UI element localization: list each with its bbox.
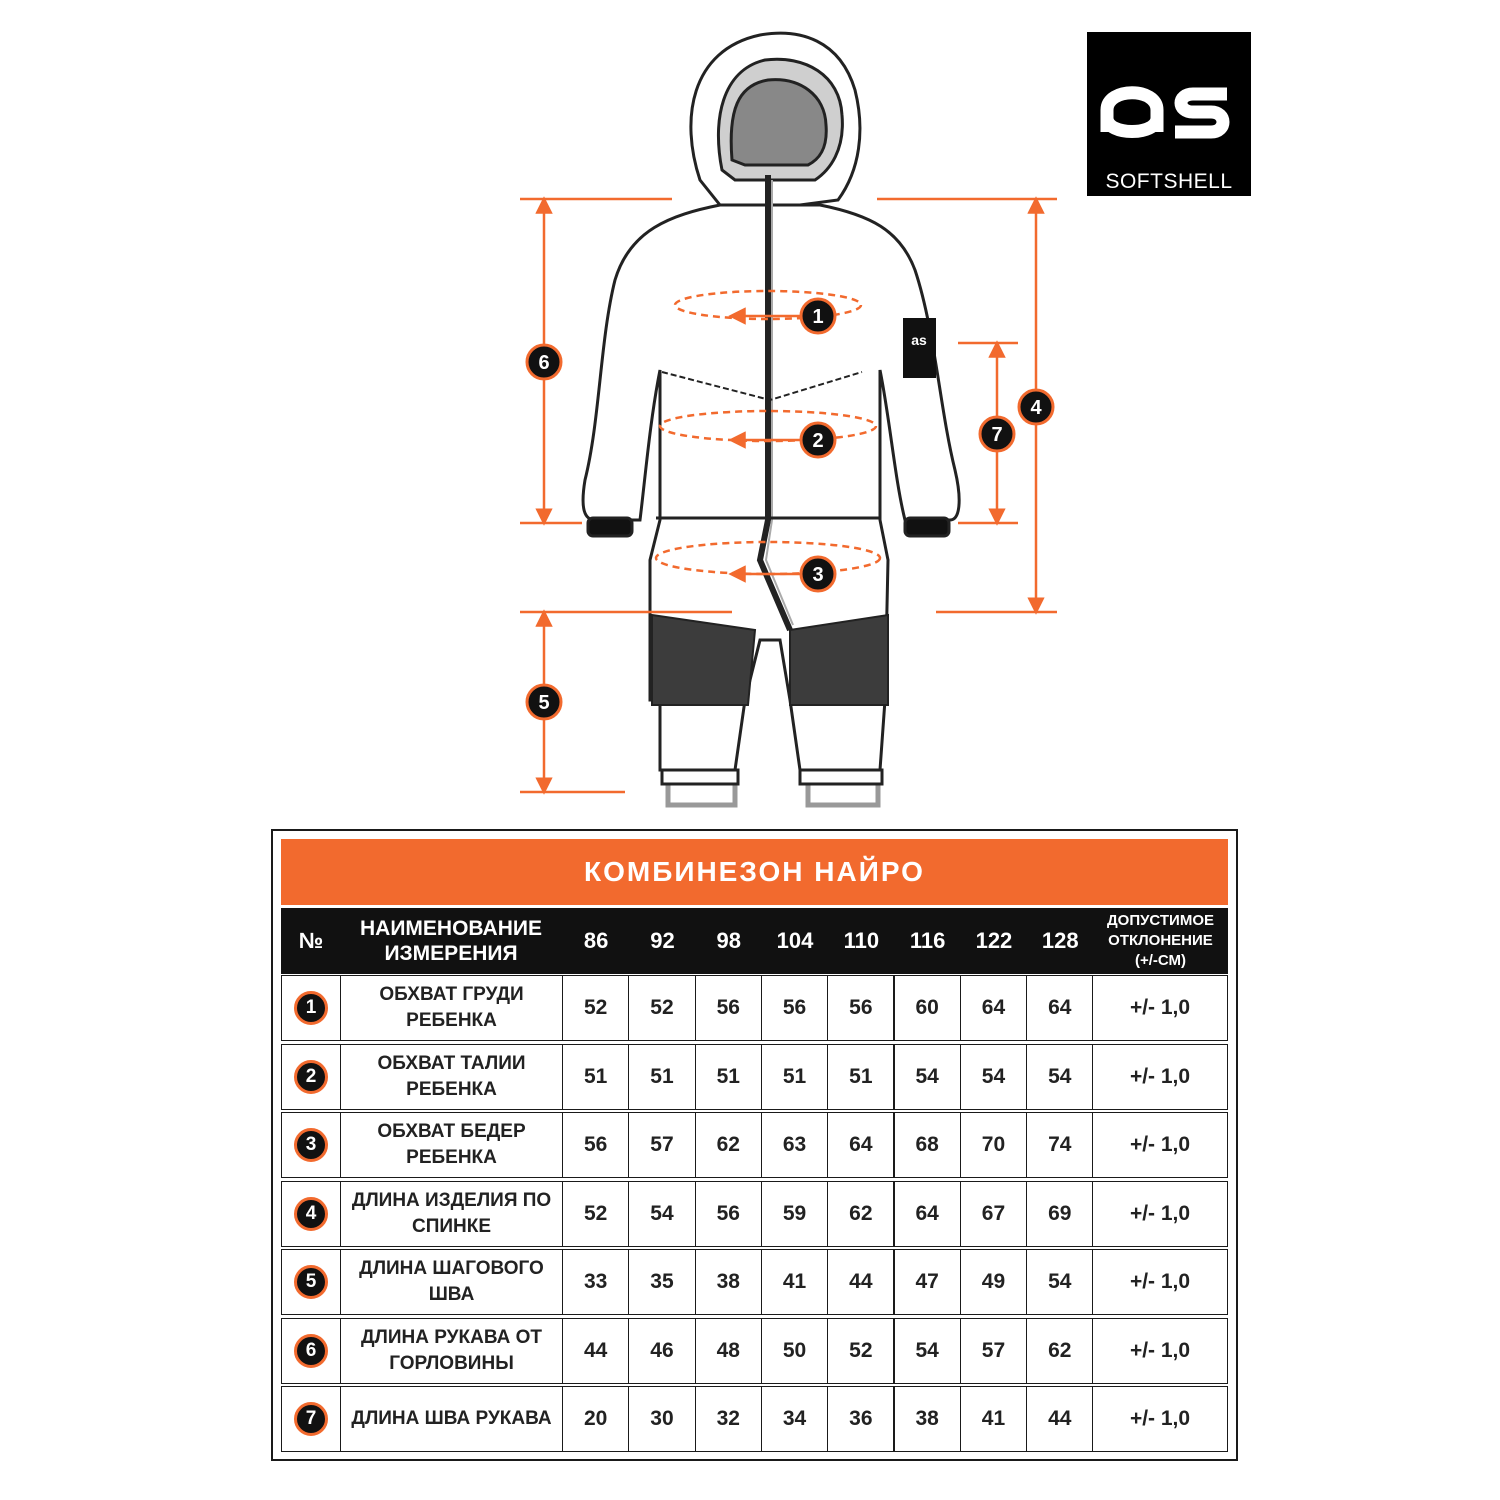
header-tolerance-line2: ОТКЛОНЕНИЕ xyxy=(1108,932,1213,949)
header-measurement-name xyxy=(341,908,561,974)
measurement-name-name1: ОБХВАТ БЕДЕР xyxy=(377,1121,526,1142)
value-cell-size-110: 56 xyxy=(827,975,894,1041)
value-cell-size-92: 30 xyxy=(628,1386,695,1452)
header-number: № xyxy=(298,928,324,953)
measurement-name-cell xyxy=(340,975,563,1041)
svg-text:4: 4 xyxy=(1030,397,1042,419)
value-cell-size-128: 62 xyxy=(1026,1318,1093,1384)
value-cell-size-128: 54 xyxy=(1026,1044,1093,1110)
value-cell-size-86: 51 xyxy=(562,1044,629,1110)
header-size-3: 104 xyxy=(776,928,814,953)
value-cell-size-92: 54 xyxy=(628,1181,695,1247)
value-cell-size-110: 36 xyxy=(827,1386,894,1452)
tolerance-cell: +/- 1,0 xyxy=(1092,1044,1228,1110)
svg-text:7: 7 xyxy=(991,424,1003,446)
marker-2 xyxy=(801,423,835,457)
svg-text:5: 5 xyxy=(538,692,550,714)
value-cell-size-110: 51 xyxy=(827,1044,894,1110)
table-row xyxy=(281,1112,1228,1180)
marker-7 xyxy=(980,417,1014,451)
row-number-cell xyxy=(281,975,341,1041)
svg-text:2: 2 xyxy=(812,430,824,452)
row-number-cell xyxy=(281,1249,341,1315)
value-cell-size-128: 64 xyxy=(1026,975,1093,1041)
table-row xyxy=(281,975,1228,1043)
value-cell-size-116: 47 xyxy=(894,1249,961,1315)
row-number-badge: 3 xyxy=(294,1128,328,1162)
header-tolerance xyxy=(1093,908,1228,974)
value-cell-size-92: 35 xyxy=(628,1249,695,1315)
value-cell-size-86: 44 xyxy=(562,1318,629,1384)
value-cell-size-86: 33 xyxy=(562,1249,629,1315)
value-cell-size-122: 64 xyxy=(960,975,1027,1041)
value-cell-size-104: 51 xyxy=(761,1044,828,1110)
marker-5 xyxy=(527,685,561,719)
value-cell-size-86: 20 xyxy=(562,1386,629,1452)
header-size-5: 116 xyxy=(909,928,946,953)
row-number-badge: 5 xyxy=(294,1265,328,1299)
sleeve-badge-mark: as xyxy=(911,332,927,348)
measurement-name-name1: ДЛИНА ШАГОВОГО xyxy=(359,1258,544,1279)
value-cell-size-128: 69 xyxy=(1026,1181,1093,1247)
value-cell-size-110: 44 xyxy=(827,1249,894,1315)
svg-text:1: 1 xyxy=(812,306,824,328)
header-name-line2: ИЗМЕРЕНИЯ xyxy=(384,942,518,965)
value-cell-size-98: 38 xyxy=(695,1249,762,1315)
value-cell-size-122: 54 xyxy=(960,1044,1027,1110)
row-number-cell xyxy=(281,1318,341,1384)
table-row xyxy=(281,1181,1228,1249)
measurement-name-name2: РЕБЕНКА xyxy=(406,1010,497,1031)
marker-3 xyxy=(801,557,835,591)
header-size-0: 86 xyxy=(583,928,609,953)
measurement-name-name2: РЕБЕНКА xyxy=(406,1147,497,1168)
sleeve-badge xyxy=(903,318,936,378)
value-cell-size-104: 59 xyxy=(761,1181,828,1247)
value-cell-size-104: 50 xyxy=(761,1318,828,1384)
marker-4 xyxy=(1019,390,1053,424)
value-cell-size-98: 56 xyxy=(695,975,762,1041)
marker-1 xyxy=(801,299,835,333)
value-cell-size-110: 64 xyxy=(827,1112,894,1178)
table-row xyxy=(281,1386,1228,1454)
value-cell-size-128: 74 xyxy=(1026,1112,1093,1178)
header-tolerance-line1: ДОПУСТИМОЕ xyxy=(1106,912,1215,929)
measurement-name-cell xyxy=(340,1112,563,1178)
table-row xyxy=(281,1249,1228,1317)
tolerance-cell: +/- 1,0 xyxy=(1092,1112,1228,1178)
measurement-name-name1: ДЛИНА ШВА РУКАВА xyxy=(351,1408,552,1429)
value-cell-size-122: 57 xyxy=(960,1318,1027,1384)
measurement-name-name2: РЕБЕНКА xyxy=(406,1078,497,1100)
value-cell-size-110: 52 xyxy=(827,1318,894,1384)
header-tolerance-line3: (+/-СМ) xyxy=(1134,952,1187,969)
knee-panel-right xyxy=(790,615,888,705)
measurement-name-name1: ОБХВАТ ТАЛИИ xyxy=(377,1052,526,1074)
row-number-badge: 2 xyxy=(294,1060,328,1094)
tolerance-cell: +/- 1,0 xyxy=(1092,975,1228,1041)
measurement-name-name1: ДЛИНА ИЗДЕЛИЯ ПО xyxy=(351,1189,552,1211)
row-number-cell xyxy=(281,1386,341,1452)
table-row xyxy=(281,1318,1228,1386)
header-name-line1: НАИМЕНОВАНИЕ xyxy=(360,917,542,940)
table-row xyxy=(281,1044,1228,1112)
table-body xyxy=(281,975,1228,1451)
value-cell-size-116: 54 xyxy=(894,1318,961,1384)
value-cell-size-86: 56 xyxy=(562,1112,629,1178)
measurement-name-name1: ОБХВАТ ГРУДИ xyxy=(379,984,524,1005)
value-cell-size-122: 49 xyxy=(960,1249,1027,1315)
value-cell-size-116: 60 xyxy=(894,975,961,1041)
value-cell-size-104: 34 xyxy=(761,1386,828,1452)
value-cell-size-116: 64 xyxy=(894,1181,961,1247)
value-cell-size-98: 51 xyxy=(695,1044,762,1110)
value-cell-size-104: 56 xyxy=(761,975,828,1041)
row-number-cell xyxy=(281,1181,341,1247)
value-cell-size-92: 57 xyxy=(628,1112,695,1178)
value-cell-size-122: 70 xyxy=(960,1112,1027,1178)
logo-text: SOFTSHELL xyxy=(1105,170,1233,193)
measurement-name-cell xyxy=(340,1044,563,1110)
value-cell-size-116: 38 xyxy=(894,1386,961,1452)
measurement-name-cell xyxy=(340,1386,563,1452)
value-cell-size-98: 32 xyxy=(695,1386,762,1452)
measurement-name-cell xyxy=(340,1249,563,1315)
header-size-6: 122 xyxy=(975,928,1013,953)
tolerance-cell: +/- 1,0 xyxy=(1092,1249,1228,1315)
header-size-7: 128 xyxy=(1041,928,1079,953)
value-cell-size-110: 62 xyxy=(827,1181,894,1247)
brand-logo xyxy=(1087,32,1251,196)
measurement-name-name2: ГОРЛОВИНЫ xyxy=(389,1352,514,1374)
row-number-cell xyxy=(281,1112,341,1178)
value-cell-size-98: 62 xyxy=(695,1112,762,1178)
header-size-2: 98 xyxy=(716,928,741,953)
size-table xyxy=(271,829,1238,1461)
value-cell-size-92: 51 xyxy=(628,1044,695,1110)
tolerance-cell: +/- 1,0 xyxy=(1092,1181,1228,1247)
header-size-4: 110 xyxy=(843,928,880,953)
value-cell-size-98: 56 xyxy=(695,1181,762,1247)
table-title: КОМБИНЕЗОН НАЙРО xyxy=(281,839,1228,905)
value-cell-size-86: 52 xyxy=(562,975,629,1041)
value-cell-size-92: 52 xyxy=(628,975,695,1041)
value-cell-size-98: 48 xyxy=(695,1318,762,1384)
svg-text:6: 6 xyxy=(538,352,550,374)
knee-panel-left xyxy=(652,615,755,705)
value-cell-size-116: 54 xyxy=(894,1044,961,1110)
measurement-name-name2: СПИНКЕ xyxy=(411,1215,492,1237)
value-cell-size-116: 68 xyxy=(894,1112,961,1178)
marker-6 xyxy=(527,345,561,379)
value-cell-size-92: 46 xyxy=(628,1318,695,1384)
value-cell-size-86: 52 xyxy=(562,1181,629,1247)
row-number-badge: 6 xyxy=(294,1334,328,1368)
measurement-name-cell xyxy=(340,1318,563,1384)
tolerance-cell: +/- 1,0 xyxy=(1092,1386,1228,1452)
measurement-name-cell xyxy=(340,1181,563,1247)
row-number-cell xyxy=(281,1044,341,1110)
header-size-1: 92 xyxy=(650,928,675,953)
value-cell-size-104: 63 xyxy=(761,1112,828,1178)
row-number-badge: 7 xyxy=(294,1402,328,1436)
value-cell-size-122: 41 xyxy=(960,1386,1027,1452)
measurement-name-name2: ШВА xyxy=(428,1284,475,1305)
value-cell-size-122: 67 xyxy=(960,1181,1027,1247)
tolerance-cell: +/- 1,0 xyxy=(1092,1318,1228,1384)
value-cell-size-128: 54 xyxy=(1026,1249,1093,1315)
measurement-name-name1: ДЛИНА РУКАВА ОТ xyxy=(361,1326,542,1348)
value-cell-size-104: 41 xyxy=(761,1249,828,1315)
svg-text:3: 3 xyxy=(812,564,824,586)
value-cell-size-128: 44 xyxy=(1026,1386,1093,1452)
row-number-badge: 1 xyxy=(294,991,328,1025)
table-header xyxy=(281,908,1228,974)
row-number-badge: 4 xyxy=(294,1197,328,1231)
hood xyxy=(691,33,860,205)
